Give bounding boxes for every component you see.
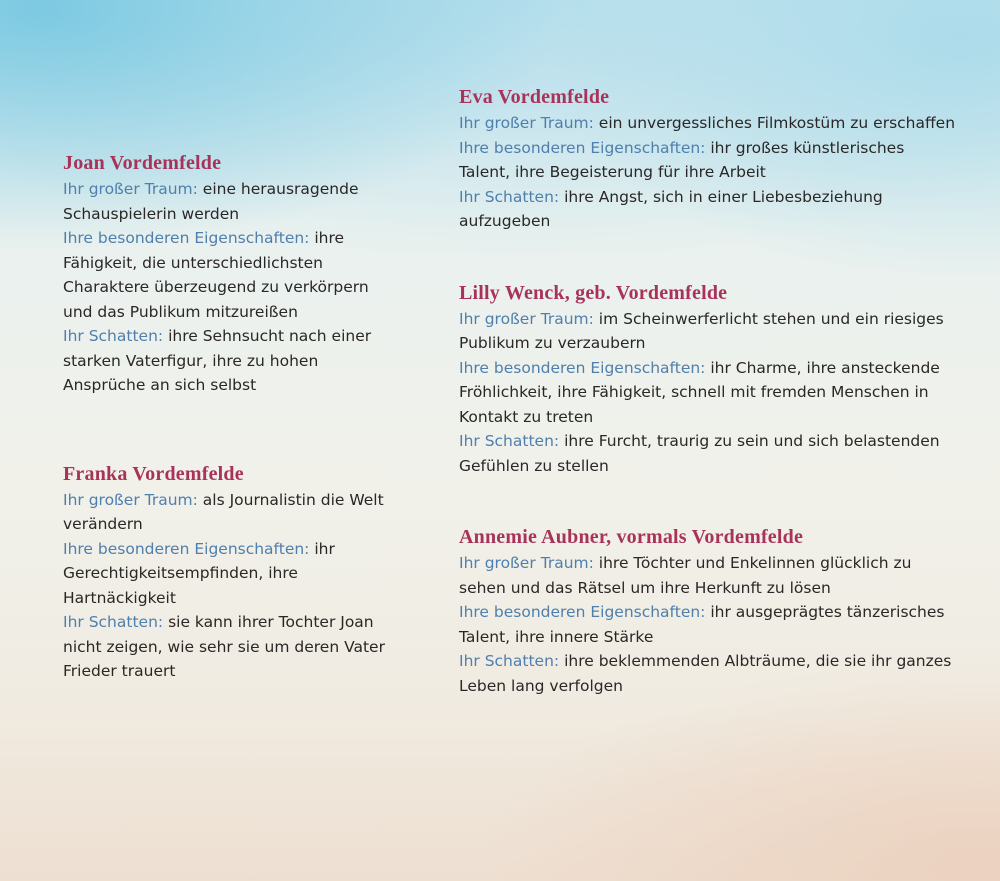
dream-label: Ihr großer Traum: bbox=[459, 309, 594, 328]
traits-entry bbox=[459, 136, 959, 185]
profile-annemie bbox=[459, 524, 959, 698]
shadow-text: sie kann ihrer Tochter Joan nicht zeigen, wie sehr sie um deren Vater Frieder trauert bbox=[63, 613, 385, 680]
traits-text: ihr ausgeprägtes tänzerisches Talent, ihre innere Stärke bbox=[459, 603, 945, 646]
shadow-entry bbox=[63, 610, 393, 684]
traits-text: ihr Charme, ihre ansteckende Fröhlichkeit, ihre Fähigkeit, schnell mit fremden Menschen in Kontakt zu treten bbox=[459, 358, 940, 426]
traits-text: ihre Fähigkeit, die unterschiedlichsten Charaktere überzeugend zu verkörpern und das Publikum mitzureißen bbox=[63, 229, 369, 321]
dream-entry bbox=[459, 307, 959, 356]
dream-label: Ihr großer Traum: bbox=[459, 554, 594, 572]
profile-name: Annemie Aubner, vormals Vordemfelde bbox=[459, 526, 804, 548]
shadow-text: ihre Sehnsucht nach einer starken Vaterfigur, ihre zu hohen Ansprüche an sich selbst bbox=[63, 327, 372, 394]
dream-entry bbox=[63, 488, 393, 537]
traits-entry bbox=[63, 537, 393, 611]
shadow-label: Ihr Schatten: bbox=[459, 187, 560, 206]
traits-text: ihr großes künstlerisches Talent, ihre Begeisterung für ihre Arbeit bbox=[459, 138, 905, 181]
profile-franka bbox=[63, 461, 393, 684]
dream-text: als Journalistin die Welt verändern bbox=[63, 490, 384, 533]
shadow-entry bbox=[459, 649, 959, 698]
shadow-entry bbox=[459, 429, 959, 478]
dream-text: im Scheinwerferlicht stehen und ein riesiges Publikum zu verzaubern bbox=[459, 309, 944, 352]
shadow-text: ihre Angst, sich in einer Liebesbeziehung aufzugeben bbox=[459, 187, 883, 230]
shadow-entry bbox=[459, 185, 959, 234]
profile-name: Joan Vordemfelde bbox=[63, 152, 222, 174]
dream-label: Ihr großer Traum: bbox=[63, 180, 198, 198]
traits-label: Ihre besonderen Eigenschaften: bbox=[459, 138, 706, 157]
dream-entry bbox=[459, 551, 959, 600]
traits-text: ihr Gerechtigkeitsempfinden, ihre Hartnäckigkeit bbox=[63, 539, 335, 607]
shadow-label: Ihr Schatten: bbox=[459, 652, 560, 670]
profile-eva bbox=[459, 84, 959, 234]
profile-name: Franka Vordemfelde bbox=[63, 462, 244, 485]
traits-label: Ihre besonderen Eigenschaften: bbox=[63, 539, 310, 558]
dream-entry bbox=[63, 177, 393, 226]
right-column bbox=[459, 84, 959, 698]
dream-text: ihre Töchter und Enkelinnen glücklich zu sehen und das Rätsel um ihre Herkunft zu lösen bbox=[459, 554, 912, 597]
left-column bbox=[63, 150, 393, 684]
profile-name: Eva Vordemfelde bbox=[459, 86, 610, 108]
shadow-entry bbox=[63, 324, 393, 398]
traits-entry bbox=[459, 356, 959, 430]
dream-label: Ihr großer Traum: bbox=[459, 114, 594, 132]
dream-entry bbox=[459, 111, 959, 136]
shadow-label: Ihr Schatten: bbox=[459, 432, 560, 450]
shadow-label: Ihr Schatten: bbox=[63, 613, 164, 631]
profile-lilly bbox=[459, 280, 959, 479]
traits-entry bbox=[459, 600, 959, 649]
shadow-text: ihre beklemmenden Albträume, die sie ihr ganzes Leben lang verfolgen bbox=[459, 652, 952, 695]
dream-text: eine herausragende Schauspielerin werden bbox=[63, 180, 359, 223]
traits-label: Ihre besonderen Eigenschaften: bbox=[63, 229, 310, 247]
profile-joan bbox=[63, 150, 393, 398]
traits-label: Ihre besonderen Eigenschaften: bbox=[459, 358, 706, 377]
traits-entry bbox=[63, 226, 393, 324]
dream-text: ein unvergessliches Filmkostüm zu erschaffen bbox=[598, 114, 956, 132]
profile-name: Lilly Wenck, geb. Vordemfelde bbox=[459, 281, 728, 304]
dream-label: Ihr großer Traum: bbox=[63, 490, 198, 509]
traits-label: Ihre besonderen Eigenschaften: bbox=[459, 603, 706, 621]
shadow-label: Ihr Schatten: bbox=[63, 327, 164, 345]
shadow-text: ihre Furcht, traurig zu sein und sich belastenden Gefühlen zu stellen bbox=[459, 432, 940, 475]
